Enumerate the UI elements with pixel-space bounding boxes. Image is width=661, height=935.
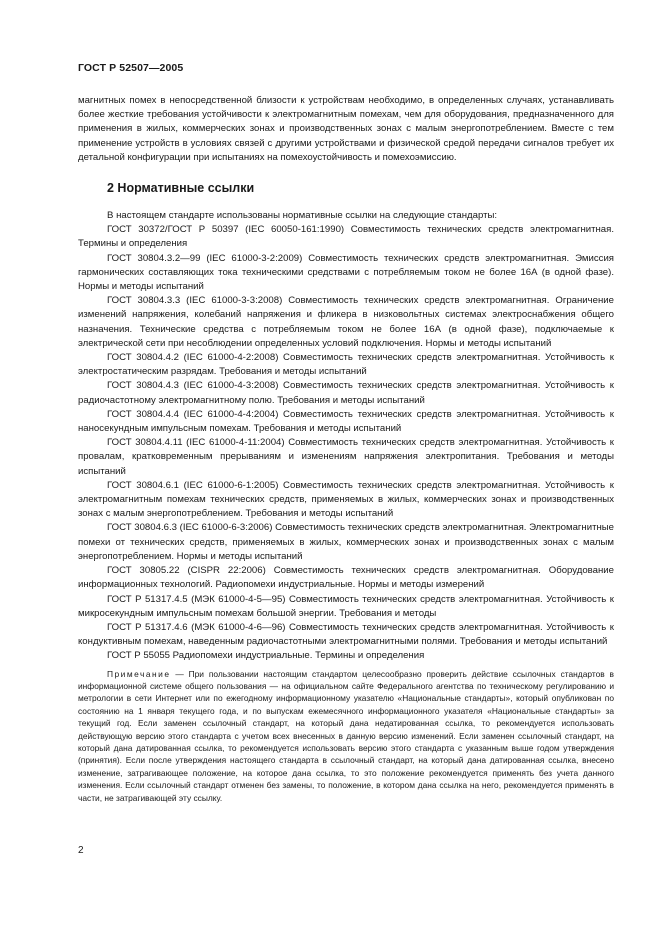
note-text: — При пользовании настоящим стандартом целесообразно проверить действие ссылочных стандартов в информационной системе общего пользования — на официальном сайте Федерального агентства по техническому регулированию и метрологии в сети Интернет или по ежегодному информационному указателю «Национальные стандарты», который опубликован по состоянию на 1 января текущего года, и по выпускам ежемесячного информационного указателя «Национальные стандарты» за текущий год. Если заменен ссылочный стандарт, на который дана недатированная ссылка, то рекомендуется использовать действующую версию этого стандарта с учетом всех внесенных в данную версию изменений. Если заменен ссылочный стандарт, на который дана датированная ссылка, то рекомендуется использовать версию этого стандарта с указанным выше годом утверждения (принятия). Если после утверждения настоящего стандарта в ссылочный стандарт, на который дана датированная ссылка, внесено изменение, затрагивающее положение, на которое дана ссылка, то это положение рекомендуется применять без учета данного изменения. Если ссылочный стандарт отменен без замены, то положение, в котором дана ссылка на него, рекомендуется применять в части, не затрагивающей эту ссылку. — [78, 668, 614, 803]
reference-item: ГОСТ 30804.4.4 (IEC 61000-4-4:2004) Совместимость технических средств электромагнитная. Устойчивость к наносекундным импульсным помехам. Требования и методы испытаний — [78, 408, 614, 435]
reference-item: ГОСТ 30804.4.11 (IEC 61000-4-11:2004) Совместимость технических средств электромагнитная. Устойчивость к провалам, кратковременным прерываниям и изменениям напряжения электропитания. Требования и методы испытаний — [78, 437, 614, 477]
note-paragraph — [78, 668, 614, 804]
section-title: 2 Нормативные ссылки — [107, 181, 255, 196]
reference-item: ГОСТ 30804.4.2 (IEC 61000-4-2:2008) Совместимость технических средств электромагнитная. Устойчивость к электростатическим разрядам. Требования и методы испытаний — [78, 352, 614, 378]
reference-item: ГОСТ 30804.3.2—99 (IEC 61000-3-2:2009) Совместимость технических средств электромагнитная. Эмиссия гармонических составляющих тока техническими средствами с потребляемым током не более 16А (в одной фазе). Нормы и методы испытаний — [78, 252, 614, 293]
document-header: ГОСТ Р 52507—2005 — [78, 62, 184, 74]
reference-item: ГОСТ Р 51317.4.6 (МЭК 61000-4-6—96) Совместимость технических средств электромагнитная. Устойчивость к кондуктивным помехам, наведенным радиочастотными электромагнитными полями. Требования и методы испытаний — [78, 621, 614, 648]
reference-item: ГОСТ 30804.6.1 (IEC 61000-6-1:2005) Совместимость технических средств электромагнитная. Устойчивость к электромагнитным помехам технических средств, применяемых в жилых, коммерческих зонах и производственных зонах с малым энергопотреблением. Требования и методы испытаний — [78, 479, 614, 520]
reference-item: ГОСТ 30804.4.3 (IEC 61000-4-3:2008) Совместимость технических средств электромагнитная. Устойчивость к радиочастотному электромагнитному полю. Требования и методы испытаний — [78, 380, 614, 406]
document-body — [78, 94, 614, 804]
note-label: Примечание — [107, 668, 171, 679]
reference-item: ГОСТ 30804.3.3 (IEC 61000-3-3:2008) Совместимость технических средств электромагнитная. Ограничение изменений напряжения, колебаний напряжения и фликера в низковольтных системах электроснабжения общего назначения. Технические средства с потребляемым током не более 16А (в одной фазе), подключаемые к электрической сети при несоблюдении определенных условий подключения. Нормы и методы испытаний — [78, 295, 614, 349]
intro-paragraph: магнитных помех в непосредственной близости к устройствам необходимо, в определенных случаях, устанавливать более жесткие требования устойчивости к электромагнитным помехам, чем для оборудования, предназначенного для применения в жилых, коммерческих зонах и производственных зонах с малым энергопотреблением. Вместе с тем применение устройств в условиях связей с другими устройствами и физической средой передачи сигналов требует их детальной конфигурации при испытаниях на помехоустойчивость и помехоэмиссию. — [78, 95, 614, 163]
reference-item: ГОСТ Р 51317.4.5 (МЭК 61000-4-5—95) Совместимость технических средств электромагнитная. Устойчивость к микросекундным импульсным помехам большой энергии. Требования и методы — [78, 593, 614, 619]
reference-item: ГОСТ Р 55055 Радиопомехи индустриальные. Термины и определения — [107, 650, 425, 662]
page-number: 2 — [78, 845, 84, 856]
reference-item: ГОСТ 30372/ГОСТ Р 50397 (IEC 60050-161:1990) Совместимость технических средств электромагнитная. Термины и определения — [78, 224, 614, 250]
reference-item: ГОСТ 30805.22 (CISPR 22:2006) Совместимость технических средств электромагнитная. Оборудование информационных технологий. Радиопомехи индустриальные. Нормы и методы измерений — [78, 565, 614, 591]
section-lead: В настоящем стандарте использованы нормативные ссылки на следующие стандарты: — [107, 210, 498, 222]
reference-item: ГОСТ 30804.6.3 (IEC 61000-6-3:2006) Совместимость технических средств электромагнитная. Электромагнитные помехи от технических средств, применяемых в жилых, коммерческих зонах и производственных зонах с малым энергопотреблением. Нормы и методы испытаний — [78, 522, 614, 562]
